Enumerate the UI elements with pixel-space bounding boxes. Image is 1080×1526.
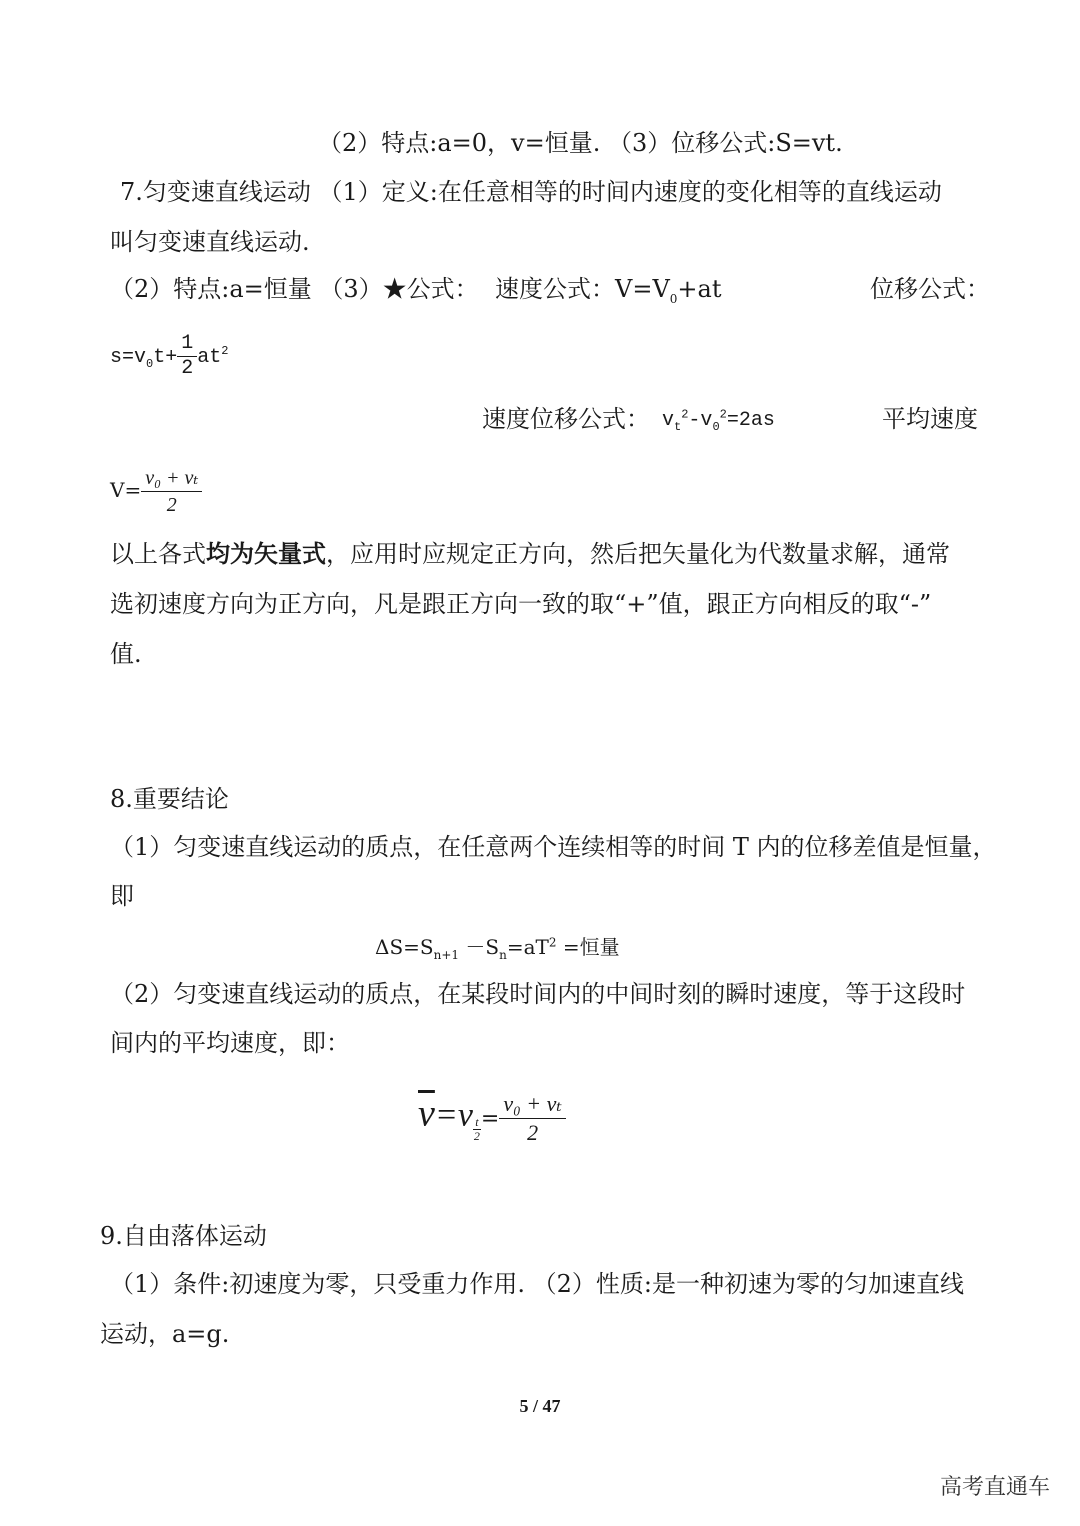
page-number: 5 / 47 xyxy=(519,1396,561,1416)
section-8-item1-line1: （1）匀变速直线运动的质点，在任意两个连续相等的时间 T 内的位移差值是恒量， xyxy=(110,833,997,861)
vector-note-line3: 值. xyxy=(110,640,142,668)
velocity-displacement-label: 速度位移公式： xyxy=(482,405,650,433)
velocity-displacement-formula: $v_t^2-v_0^2=2as$ xyxy=(662,407,775,434)
mid-time-velocity-formula: $\overline{v}=v$ $\frac{t}{2}$ = $\frac{\text{v₀ + vₜ}}{2}$ xyxy=(418,1090,566,1147)
line-uniform-motion-features: （2）特点:a=0，v=恒量. （3）位移公式:S=vt. xyxy=(318,129,843,157)
section-8-item2-line1: （2）匀变速直线运动的质点，在某段时间内的中间时刻的瞬时速度，等于这段时 xyxy=(110,980,966,1008)
section-9-item-line1: （1）条件:初速度为零，只受重力作用. （2）性质:是一种初速为零的匀加速直线 xyxy=(110,1270,964,1298)
displacement-formula: $s=v_0t+$ $\frac{1}{2}$ $at^2$ xyxy=(110,332,229,380)
section-9-item-line2: 运动，a=g. xyxy=(100,1320,230,1348)
section-7-title: 7.匀变速直线运动 （1）定义:在任意相等的时间内速度的变化相等的直线运动 xyxy=(120,178,942,206)
average-velocity-label: 平均速度 xyxy=(882,405,978,433)
watermark: 高考直通车 xyxy=(939,1475,1050,1500)
vector-note-line1: 以上各式均为矢量式，应用时应规定正方向，然后把矢量化为代数量求解，通常 xyxy=(110,539,950,568)
section-8-item2-line2: 间内的平均速度，即： xyxy=(110,1029,350,1057)
section-8-title: 8.重要结论 xyxy=(110,785,229,813)
section-7-features: （2）特点:a=恒量 （3）★公式： xyxy=(110,275,479,303)
vector-note-line2: 选初速度方向为正方向，凡是跟正方向一致的取“+”值，跟正方向相反的取“-” xyxy=(110,590,932,618)
section-9-title: 9.自由落体运动 xyxy=(100,1222,267,1250)
fraction-half: $\frac{1}{2}$ xyxy=(177,332,197,381)
section-7-def-cont: 叫匀变速直线运动. xyxy=(110,228,310,256)
delta-s-formula: $\Delta S=S_{n+1} -S_n=aT^2$ =恒量 xyxy=(375,935,620,962)
average-velocity-formula: V= $\frac{\text{v₀ + vₜ}}{2}$ xyxy=(110,465,202,518)
velocity-formula: 速度公式：$V=V_0+at$ xyxy=(495,275,722,306)
displacement-formula-label: 位移公式： xyxy=(870,275,990,303)
section-8-item1-line2: 即 xyxy=(110,882,134,910)
